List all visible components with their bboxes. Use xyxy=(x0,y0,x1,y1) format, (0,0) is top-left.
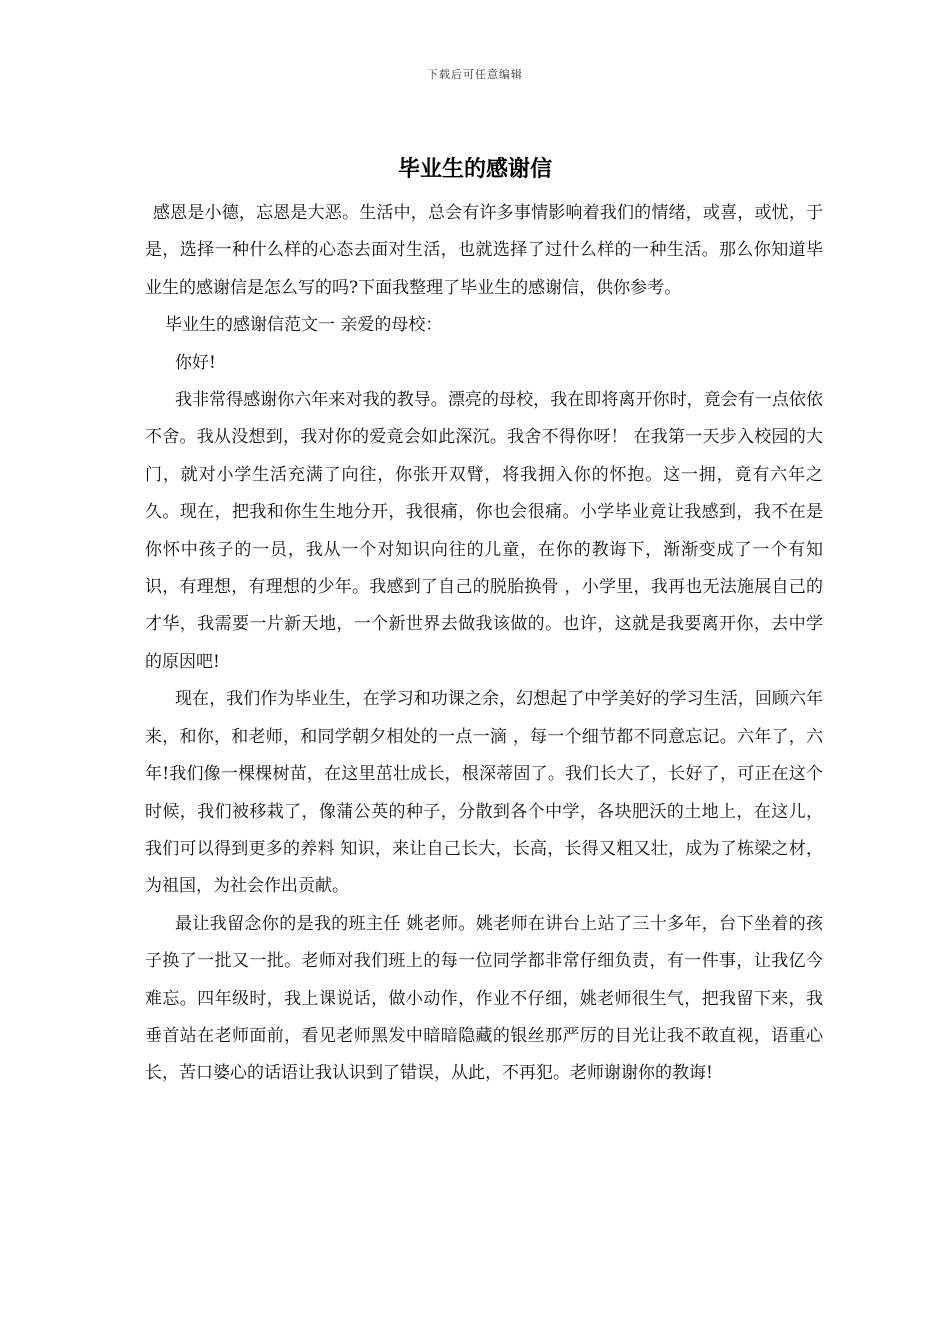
header-note: 下载后可任意编辑 xyxy=(427,68,523,81)
body-paragraph-2: 现在，我们作为毕业生，在学习和功课之余，幻想起了中学美好的学习生活，回顾六年来，和你，和老师，和同学朝夕相处的一点一滴 ，每一个细节都不同意忘记。六年了，六年!我们像一棵棵树苗，在这里茁壮成长，根深蒂固了。我们长大了，长好了，可正在这个时候，我们被移栽了，像蒲公英的种子，分散到各个中学，各块肥沃的土地上，在这儿，我们可以得到更多的养料 知识，来让自己长大，长高，长得又粗又壮，成为了栋梁之材，为祖国，为社会作出贡献。 xyxy=(145,689,823,897)
body-paragraph-3: 最让我留念你的是我的班主任 姚老师。姚老师在讲台上站了三十多年，台下坐着的孩子换了一批又一批。老师对我们班上的每一位同学都非常仔细负责，有一件事，让我亿今难忘。四年级时，我上课说话，做小动作，作业不仔细，姚老师很生气，把我留下来，我垂首站在老师面前，看见老师黑发中暗暗隐藏的银丝那严厉的目光让我不敢直视，语重心长，苦口婆心的话语让我认识到了错误，从此，不再犯。老师谢谢你的教诲! xyxy=(145,913,823,1084)
intro-paragraph: 感恩是小德，忘恩是大恶。生活中，总会有许多事情影响着我们的情绪，或喜，或忧，于是，选择一种什么样的心态去面对生活，也就选择了过什么样的一种生活。那么你知道毕业生的感谢信是怎么写的吗?下面我整理了毕业生的感谢信，供你参考。 xyxy=(145,203,823,298)
body-paragraph-1: 我非常得感谢你六年来对我的教导。漂亮的母校，我在即将离开你时，竟会有一点依依不舍。我从没想到，我对你的爱竟会如此深沉。我舍不得你呀！ 在我第一天步入校园的大门，就对小学生活充满了向往，你张开双臂，将我拥入你的怀抱。这一拥，竟有六年之久。现在，把我和你生生地分开，我很痛，你也会很痛。小学毕业竟让我感到，我不在是你怀中孩子的一员，我从一个对知识向往的儿童，在你的教诲下，渐渐变成了一个有知识，有理想，有理想的少年。我感到了自己的脱胎换骨 ，小学里，我再也无法施展自己的才华，我需要一片新天地，一个新世界去做我该做的。也许，这就是我要离开你，去中学的原因吧! xyxy=(145,390,823,672)
document-body xyxy=(145,195,823,1093)
greeting-line: 你好! xyxy=(175,352,216,373)
document-title: 毕业生的感谢信 xyxy=(397,156,552,182)
sample-heading: 毕业生的感谢信范文一 亲爱的母校： xyxy=(165,315,443,336)
